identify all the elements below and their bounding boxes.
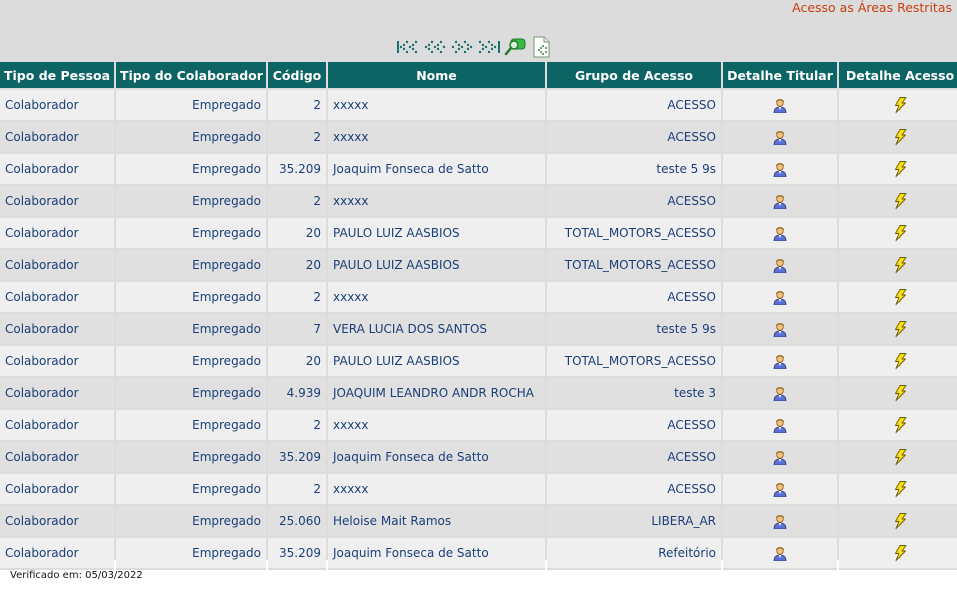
cell-nome[interactable]: Joaquim Fonseca de Satto — [328, 442, 545, 474]
cell-grupo-acesso[interactable]: Refeitório — [547, 538, 721, 570]
first-page-button[interactable] — [395, 36, 420, 58]
cell-detalhe-acesso[interactable] — [839, 378, 957, 410]
cell-grupo-acesso[interactable]: ACESSO — [547, 410, 721, 442]
table-row[interactable] — [0, 314, 957, 346]
cell-detalhe-titular[interactable] — [723, 154, 837, 186]
cell-grupo-acesso[interactable]: TOTAL_MOTORS_ACESSO — [547, 218, 721, 250]
column-header-detalhe-acesso[interactable]: Detalhe Acesso — [839, 62, 957, 90]
cell-tipo-pessoa[interactable]: Colaborador — [0, 538, 114, 570]
cell-codigo[interactable]: 35.209 — [268, 442, 326, 474]
cell-grupo-acesso[interactable]: ACESSO — [547, 90, 721, 122]
person-detail-icon[interactable] — [773, 289, 787, 305]
cell-codigo[interactable]: 2 — [268, 282, 326, 314]
person-detail-icon[interactable] — [773, 353, 787, 369]
cell-tipo-pessoa[interactable]: Colaborador — [0, 282, 114, 314]
lightning-icon[interactable] — [893, 545, 907, 561]
cell-tipo-colaborador[interactable]: Empregado — [116, 314, 266, 346]
cell-detalhe-titular[interactable] — [723, 442, 837, 474]
cell-tipo-colaborador[interactable]: Empregado — [116, 186, 266, 218]
person-detail-icon[interactable] — [773, 417, 787, 433]
cell-codigo[interactable]: 2 — [268, 122, 326, 154]
cell-codigo[interactable]: 35.209 — [268, 154, 326, 186]
lightning-icon[interactable] — [893, 193, 907, 209]
cell-tipo-pessoa[interactable]: Colaborador — [0, 218, 114, 250]
person-detail-icon[interactable] — [773, 545, 787, 561]
person-detail-icon[interactable] — [773, 481, 787, 497]
person-detail-icon[interactable] — [773, 513, 787, 529]
cell-nome[interactable]: xxxxx — [328, 186, 545, 218]
cell-tipo-pessoa[interactable]: Colaborador — [0, 474, 114, 506]
cell-tipo-pessoa[interactable]: Colaborador — [0, 250, 114, 282]
cell-tipo-pessoa[interactable]: Colaborador — [0, 410, 114, 442]
cell-nome[interactable]: Joaquim Fonseca de Satto — [328, 154, 545, 186]
export-excel-icon — [531, 36, 551, 58]
cell-grupo-acesso[interactable]: ACESSO — [547, 186, 721, 218]
cell-nome[interactable]: PAULO LUIZ AASBIOS — [328, 218, 545, 250]
cell-tipo-colaborador[interactable]: Empregado — [116, 474, 266, 506]
cell-tipo-pessoa[interactable]: Colaborador — [0, 186, 114, 218]
lightning-icon[interactable] — [893, 417, 907, 433]
cell-detalhe-acesso[interactable] — [839, 314, 957, 346]
lightning-icon[interactable] — [893, 513, 907, 529]
last-page-icon — [477, 40, 501, 54]
last-page-button[interactable] — [476, 36, 501, 58]
cell-detalhe-titular[interactable] — [723, 474, 837, 506]
cell-detalhe-titular[interactable] — [723, 538, 837, 570]
cell-detalhe-acesso[interactable] — [839, 346, 957, 378]
cell-detalhe-titular[interactable] — [723, 282, 837, 314]
table-row[interactable] — [0, 218, 957, 250]
person-detail-icon[interactable] — [773, 97, 787, 113]
table-body — [0, 90, 957, 570]
column-header-codigo[interactable]: Código — [268, 62, 326, 90]
table-row[interactable] — [0, 186, 957, 218]
cell-codigo[interactable]: 4.939 — [268, 378, 326, 410]
lightning-icon[interactable] — [893, 481, 907, 497]
person-detail-icon[interactable] — [773, 385, 787, 401]
cell-tipo-colaborador[interactable]: Empregado — [116, 538, 266, 570]
table-header-row — [0, 62, 957, 90]
next-page-icon — [450, 40, 474, 54]
cell-detalhe-acesso[interactable] — [839, 538, 957, 570]
cell-tipo-pessoa[interactable]: Colaborador — [0, 314, 114, 346]
lightning-icon[interactable] — [893, 321, 907, 337]
cell-codigo[interactable]: 35.209 — [268, 538, 326, 570]
cell-tipo-colaborador[interactable]: Empregado — [116, 410, 266, 442]
person-detail-icon[interactable] — [773, 161, 787, 177]
cell-detalhe-titular[interactable] — [723, 410, 837, 442]
cell-detalhe-acesso[interactable] — [839, 250, 957, 282]
cell-grupo-acesso[interactable]: teste 5 9s — [547, 154, 721, 186]
person-detail-icon[interactable] — [773, 193, 787, 209]
search-button[interactable] — [503, 36, 527, 58]
person-detail-icon[interactable] — [773, 257, 787, 273]
cell-tipo-pessoa[interactable]: Colaborador — [0, 442, 114, 474]
next-page-button[interactable] — [449, 36, 474, 58]
cell-tipo-pessoa[interactable]: Colaborador — [0, 506, 114, 538]
cell-grupo-acesso[interactable]: ACESSO — [547, 474, 721, 506]
column-header-nome[interactable]: Nome — [328, 62, 545, 90]
cell-nome[interactable]: Heloise Mait Ramos — [328, 506, 545, 538]
table-row[interactable] — [0, 506, 957, 538]
table-row[interactable] — [0, 122, 957, 154]
cell-nome[interactable]: xxxxx — [328, 410, 545, 442]
cell-nome[interactable]: xxxxx — [328, 474, 545, 506]
column-header-detalhe-titular[interactable]: Detalhe Titular — [723, 62, 837, 90]
cell-codigo[interactable]: 2 — [268, 90, 326, 122]
cell-codigo[interactable]: 25.060 — [268, 506, 326, 538]
cell-grupo-acesso[interactable]: TOTAL_MOTORS_ACESSO — [547, 250, 721, 282]
cell-tipo-colaborador[interactable]: Empregado — [116, 218, 266, 250]
cell-detalhe-acesso[interactable] — [839, 442, 957, 474]
cell-grupo-acesso[interactable]: ACESSO — [547, 282, 721, 314]
cell-grupo-acesso[interactable]: teste 3 — [547, 378, 721, 410]
cell-codigo[interactable]: 7 — [268, 314, 326, 346]
cell-tipo-colaborador[interactable]: Empregado — [116, 250, 266, 282]
cell-tipo-colaborador[interactable]: Empregado — [116, 346, 266, 378]
table-row[interactable] — [0, 90, 957, 122]
cell-detalhe-titular[interactable] — [723, 314, 837, 346]
verified-date: Verificado em: 05/03/2022 — [10, 570, 143, 581]
person-detail-icon[interactable] — [773, 321, 787, 337]
cell-detalhe-titular[interactable] — [723, 90, 837, 122]
cell-detalhe-acesso[interactable] — [839, 122, 957, 154]
person-detail-icon[interactable] — [773, 129, 787, 145]
cell-nome[interactable]: PAULO LUIZ AASBIOS — [328, 250, 545, 282]
first-page-icon — [396, 40, 420, 54]
previous-page-icon — [423, 40, 447, 54]
cell-nome[interactable]: JOAQUIM LEANDRO ANDR ROCHA — [328, 378, 545, 410]
lightning-icon[interactable] — [893, 353, 907, 369]
cell-detalhe-titular[interactable] — [723, 378, 837, 410]
cell-tipo-colaborador[interactable]: Empregado — [116, 154, 266, 186]
cell-nome[interactable]: PAULO LUIZ AASBIOS — [328, 346, 545, 378]
table-row[interactable] — [0, 250, 957, 282]
cell-tipo-pessoa[interactable]: Colaborador — [0, 90, 114, 122]
table-row[interactable] — [0, 346, 957, 378]
cell-detalhe-acesso[interactable] — [839, 410, 957, 442]
cell-detalhe-titular[interactable] — [723, 186, 837, 218]
table-row[interactable] — [0, 282, 957, 314]
cell-tipo-colaborador[interactable]: Empregado — [116, 282, 266, 314]
cell-tipo-colaborador[interactable]: Empregado — [116, 378, 266, 410]
table-row[interactable] — [0, 442, 957, 474]
cell-detalhe-acesso[interactable] — [839, 474, 957, 506]
lightning-icon[interactable] — [893, 97, 907, 113]
cell-tipo-pessoa[interactable]: Colaborador — [0, 122, 114, 154]
table-row[interactable] — [0, 410, 957, 442]
table-row[interactable] — [0, 378, 957, 410]
cell-detalhe-titular[interactable] — [723, 250, 837, 282]
cell-detalhe-titular[interactable] — [723, 346, 837, 378]
person-detail-icon[interactable] — [773, 225, 787, 241]
person-detail-icon[interactable] — [773, 449, 787, 465]
lightning-icon[interactable] — [893, 449, 907, 465]
cell-grupo-acesso[interactable]: TOTAL_MOTORS_ACESSO — [547, 346, 721, 378]
access-table — [0, 62, 957, 570]
lightning-icon[interactable] — [893, 161, 907, 177]
lightning-icon[interactable] — [893, 385, 907, 401]
cell-detalhe-acesso[interactable] — [839, 218, 957, 250]
lightning-icon[interactable] — [893, 289, 907, 305]
lightning-icon[interactable] — [893, 257, 907, 273]
cell-nome[interactable]: xxxxx — [328, 90, 545, 122]
cell-nome[interactable]: VERA LUCIA DOS SANTOS — [328, 314, 545, 346]
cell-nome[interactable]: Joaquim Fonseca de Satto — [328, 538, 545, 570]
lightning-icon[interactable] — [893, 225, 907, 241]
cell-nome[interactable]: xxxxx — [328, 122, 545, 154]
cell-grupo-acesso[interactable]: LIBERA_AR — [547, 506, 721, 538]
cell-codigo[interactable]: 20 — [268, 250, 326, 282]
search-icon — [503, 37, 527, 57]
cell-nome[interactable]: xxxxx — [328, 282, 545, 314]
cell-codigo[interactable]: 2 — [268, 186, 326, 218]
cell-tipo-colaborador[interactable]: Empregado — [116, 90, 266, 122]
cell-grupo-acesso[interactable]: teste 5 9s — [547, 314, 721, 346]
cell-grupo-acesso[interactable]: ACESSO — [547, 122, 721, 154]
cell-detalhe-acesso[interactable] — [839, 154, 957, 186]
cell-detalhe-titular[interactable] — [723, 506, 837, 538]
cell-tipo-pessoa[interactable]: Colaborador — [0, 154, 114, 186]
cell-detalhe-titular[interactable] — [723, 122, 837, 154]
cell-codigo[interactable]: 2 — [268, 474, 326, 506]
cell-tipo-pessoa[interactable]: Colaborador — [0, 378, 114, 410]
cell-tipo-colaborador[interactable]: Empregado — [116, 506, 266, 538]
table-row[interactable] — [0, 474, 957, 506]
table-row[interactable] — [0, 538, 957, 570]
cell-detalhe-acesso[interactable] — [839, 186, 957, 218]
column-header-tipo-pessoa[interactable]: Tipo de Pessoa — [0, 62, 114, 90]
cell-tipo-pessoa[interactable]: Colaborador — [0, 346, 114, 378]
column-header-tipo-colaborador[interactable]: Tipo do Colaborador — [116, 62, 266, 90]
cell-detalhe-titular[interactable] — [723, 218, 837, 250]
table-row[interactable] — [0, 154, 957, 186]
cell-grupo-acesso[interactable]: ACESSO — [547, 442, 721, 474]
cell-codigo[interactable]: 2 — [268, 410, 326, 442]
cell-tipo-colaborador[interactable]: Empregado — [116, 442, 266, 474]
previous-page-button[interactable] — [422, 36, 447, 58]
cell-codigo[interactable]: 20 — [268, 218, 326, 250]
cell-detalhe-acesso[interactable] — [839, 90, 957, 122]
restricted-areas-link[interactable]: Acesso as Áreas Restritas — [792, 0, 952, 15]
cell-codigo[interactable]: 20 — [268, 346, 326, 378]
pagination-toolbar — [395, 36, 553, 58]
cell-detalhe-acesso[interactable] — [839, 506, 957, 538]
cell-detalhe-acesso[interactable] — [839, 282, 957, 314]
export-excel-button[interactable] — [529, 36, 553, 58]
lightning-icon[interactable] — [893, 129, 907, 145]
column-header-grupo-acesso[interactable]: Grupo de Acesso — [547, 62, 721, 90]
cell-tipo-colaborador[interactable]: Empregado — [116, 122, 266, 154]
